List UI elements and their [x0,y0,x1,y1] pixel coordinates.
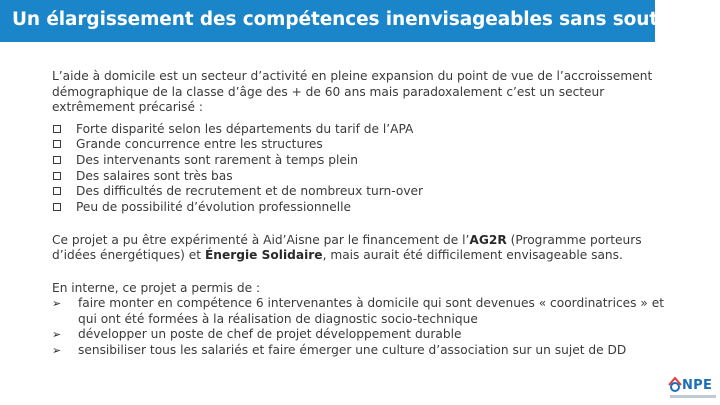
issue-text: Des salaires sont très bas [76,168,233,183]
logo-tagline-bar [670,395,716,398]
page-title: Un élargissement des compétences inenvisageables sans soutien [12,9,690,30]
project-text-3: , mais aurait été difficilement envisageable sans. [322,248,623,263]
list-item [52,169,672,185]
list-item [52,296,672,327]
logo-text: NPE [682,378,713,393]
slide-body [52,69,672,358]
internal-lead: En interne, ce projet a permis de : [52,280,261,295]
project-paragraph [52,233,672,264]
issue-text: Forte disparité selon les départements du tarif de l’APA [76,121,414,136]
internal-outcomes-list [52,296,672,358]
list-item [52,122,672,138]
arrow-bullet-icon: ➢ [52,328,62,342]
list-item [52,327,672,343]
checkbox-bullet-icon [53,172,61,180]
list-item [52,184,672,200]
house-logo-icon [668,376,682,392]
outcome-text: sensibiliser tous les salariés et faire émerger une culture d’association sur un sujet de DD [78,342,627,357]
onpe-logo [668,374,718,402]
issue-text: Peu de possibilité d’évolution professionnelle [76,199,352,214]
title-bar [0,0,690,42]
list-item [52,200,672,216]
checkbox-bullet-icon [53,140,61,148]
ag2r-label: AG2R [469,232,507,247]
outcome-text: faire monter en compétence 6 intervenantes à domicile qui sont devenues « coordinatrices » et qui ont été formées à la réalisation de diagnostic socio-technique [78,296,664,326]
issue-text: Des difficultés de recrutement et de nombreux turn-over [76,184,424,199]
checkbox-bullet-icon [53,203,61,211]
issue-text: Grande concurrence entre les structures [76,137,323,152]
project-text-1: Ce projet a pu être expérimenté à Aid’Aisne par le financement de l’ [52,232,470,247]
issues-list [52,122,672,216]
checkbox-bullet-icon [53,187,61,195]
project-text-2: (Programme porteurs d’idées énergétiques) et [52,232,642,263]
list-item [52,343,672,359]
arrow-bullet-icon: ➢ [52,343,62,357]
energie-solidaire-label: Énergie Solidaire [204,248,323,263]
list-item [52,153,672,169]
checkbox-bullet-icon [53,156,61,164]
outcome-text: développer un poste de chef de projet développement durable [78,327,462,342]
list-item [52,137,672,153]
checkbox-bullet-icon [53,125,61,133]
issue-text: Des intervenants sont rarement à temps plein [76,152,358,167]
intro-paragraph: L’aide à domicile est un secteur d’activité en pleine expansion du point de vue de l’accroissement démographique de la classe d’âge des + de 60 ans mais paradoxalement c’est un secteur extrêmement précarisé : [52,69,653,114]
arrow-bullet-icon: ➢ [52,297,62,311]
